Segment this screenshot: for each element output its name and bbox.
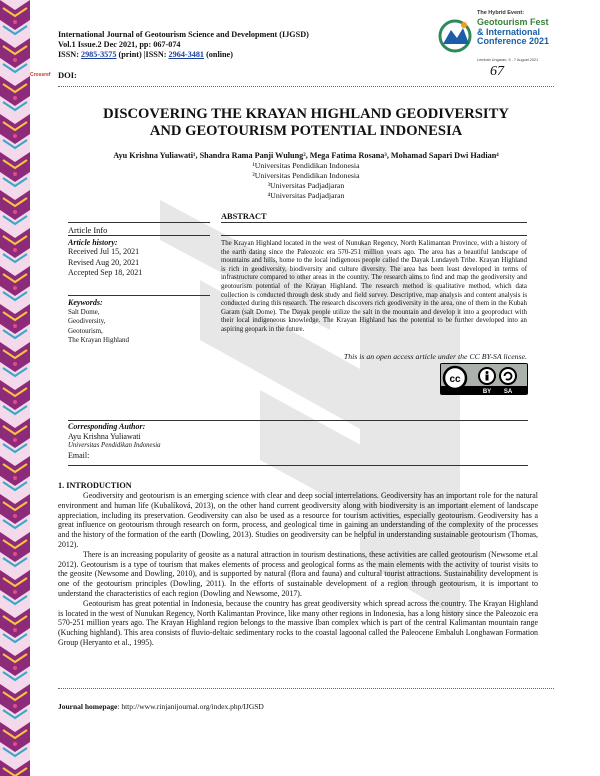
sa-icon	[500, 368, 516, 384]
introduction-body	[58, 491, 538, 648]
journal-header	[58, 30, 418, 60]
event-emblem-icon	[437, 16, 473, 56]
journal-volume: Vol.1 Issue.2 Dec 2021, pp: 067-074	[58, 40, 181, 49]
history-label: Article history:	[68, 238, 118, 247]
keyword-item: Geodiversity,	[68, 317, 106, 325]
paper-title: DISCOVERING THE KRAYAN HIGHLAND GEODIVERSITY AND GEOTOURISM POTENTIAL INDONESIA	[103, 106, 509, 139]
author-list: Ayu Krishna Yuliawati¹, Shandra Rama Panji Wulung², Mega Fatima Rosana³, Mohamad Sapari Dwi Hadian⁴	[113, 151, 499, 160]
corresponding-name: Ayu Krishna Yuliawati	[68, 431, 141, 441]
journal-issn: ISSN: 2985-3575 (print) |ISSN: 2964-3481 (online)	[58, 50, 233, 59]
paragraph: Geotourism has great potential in Indonesia, because the country has great geodiversity which spread across the country. The Krayan Highland is located in the west of Nunukan Regency, North Kalimantan Province, like many other regions in Indonesia, has a long history since the Paleozoic era 570-251 million years ago. The Krayan Highland region belongs to the massive Iban complex which is part of the central Kalimantan mountain range (Kuching highland). This area consists of fluvio-deltaic sedimentary rocks to the coastal lagoonal called the Paleocene Embaluh Longbawan Formation Group (Heryanto et al., 1995).	[58, 598, 538, 647]
received-date: Received Jul 15, 2021	[68, 247, 140, 256]
journal-name: International Journal of Geotourism Science and Development (IJGSD)	[58, 30, 309, 39]
abstract-top-rule	[221, 222, 527, 223]
abstract-text: The Krayan Highland located in the west of Nunukan Regency, North Kalimantan Province, with a history of the earth dating since the Paleozoic era 570-251 million years ago. The area has a beautiful landscape of mountains and hills, home to the local indigenous people called the Dayak Lundayeh Tribe. Krayan Highland is rich in geodiversity, biodiversity and culture diversity. The area has been least developed in terms of infrastructure compared to other areas in the country. The research aims to find and map the geodiversity and geotourism potential of the Krayan Highland. The research method is qualitative method, which data collection is conducted through desk study and field survey. Descriptive, map analysis and content analysis is conducted during this research. The research discovers rich geodiversity in the area, one of them in the Kubah Garam (salt Dome). The Dayak people utilize the salt in the mountain and develop it into a geoproduct with their local indigeneous knowledge. The Krayan Highland has the potential to be further developed into an aspiring geopark in the future.	[221, 240, 527, 333]
affiliations: ¹Universitas Pendidikan Indonesia ²Universitas Pendidikan Indonesia ³Universitas Padjadjaran ⁴Universitas Padjadjaran	[252, 161, 360, 200]
keyword-item: The Krayan Highland	[68, 336, 130, 344]
revised-date: Revised Aug 20, 2021	[68, 257, 140, 267]
homepage-link[interactable]: : http://www.rinjanijournal.org/index.php/IJGSD	[117, 702, 264, 711]
corresponding-email: Email:	[68, 450, 90, 460]
corr-top-rule	[68, 420, 528, 421]
batik-border	[0, 0, 30, 776]
crossref-logo: Crossref	[30, 72, 51, 78]
license-text: This is an open access article under the CC BY-SA license.	[343, 352, 527, 361]
page-number: 67	[490, 64, 504, 79]
article-info	[68, 226, 210, 279]
event-name: Geotourism Fest & International Conference 2021	[477, 17, 550, 46]
keywords-label: Keywords:	[68, 298, 103, 307]
doi-label: DOI:	[58, 70, 77, 80]
article-info-heading: Article Info	[68, 226, 108, 235]
homepage-label: Journal homepage	[58, 702, 118, 711]
cc-by-sa-badge[interactable]	[440, 363, 528, 395]
svg-text:SA: SA	[503, 389, 513, 395]
corr-bottom-rule	[68, 465, 528, 466]
issn-online-link[interactable]: 2964-3481	[168, 50, 205, 59]
event-logo	[437, 10, 587, 70]
svg-text:BY: BY	[482, 389, 492, 395]
abstract-heading: ABSTRACT	[221, 212, 267, 221]
abstract-rule	[221, 235, 527, 236]
corresponding-label: Corresponding Author:	[68, 422, 146, 431]
event-pre: The Hybrid Event:	[477, 10, 525, 16]
header-divider	[58, 86, 554, 87]
corresponding-institution: Universitas Pendidikan Indonesia	[68, 442, 161, 449]
paragraph: There is an increasing popularity of geosite as a natural attraction in tourism destinations, these activities are called geotourism (Newsome et.al 2012). Geotourism is a type of tourism that makes elements of process and geological forms as the main elements with the activity of tourist visits to the geosite (Newsome and Dowling, 2010), and is supported by natural (flora and fauna) and cultural tourist attractions. Sustainability development is one of the geotourism principles (Dowling, 2011). In the efforts of sustainable development of a region through geotourism, it is important to understand the characteristics of each region (Dowling and Newsome, 2017).	[58, 549, 538, 598]
event-subtitle: Lembah Ungaran, 5 - 7 August 2021	[477, 58, 539, 62]
keywords	[68, 298, 210, 346]
keywords-rule	[68, 295, 210, 296]
journal-homepage	[58, 702, 264, 711]
info-top-rule	[68, 222, 210, 223]
accepted-date: Accepted Sep 18, 2021	[68, 268, 143, 277]
paragraph: Geodiversity and geotourism is an emerging science with clear and deep social interrelations. Geodiversity has an important role for the natural environment and human life (Kubalíková, 2013), on the other hand current geodiversity along with biodiversity is an important element of landscape appreciation, including its preservation. Geodiversity can also be used as a resource for tourism activities, especially geotourism. Geodiversity has a great influence on geotourism through research on form, process, and geological time in gaining an understanding of the complexity of the processes and the history of the formation of the earth (Dowling, 2013). Studies on geodiversity can be helpful in understanding sustainable geotourism (Thomas, 2012).	[58, 491, 538, 549]
section-heading: 1. INTRODUCTION	[58, 481, 132, 490]
keyword-item: Salt Dome,	[68, 307, 100, 316]
keyword-item: Geotourism,	[68, 326, 103, 335]
issn-print-link[interactable]: 2985-3575	[80, 50, 117, 59]
footer-divider	[58, 688, 554, 689]
svg-text:cc: cc	[449, 374, 461, 385]
corresponding-author	[68, 422, 528, 460]
